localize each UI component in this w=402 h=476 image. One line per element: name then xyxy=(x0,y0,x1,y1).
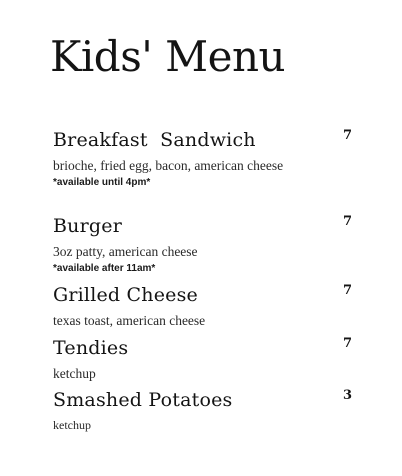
menu-title: Kids' Menu xyxy=(50,32,286,81)
item-availability-note: *available after 11am* xyxy=(53,263,156,274)
menu-item-grilled-cheese xyxy=(53,283,353,330)
item-price: 7 xyxy=(343,128,353,143)
item-price: 7 xyxy=(343,214,353,229)
item-description: 3oz patty, american cheese xyxy=(53,244,198,259)
item-price: 7 xyxy=(343,336,353,351)
item-description: ketchup xyxy=(53,418,91,432)
item-description: brioche, fried egg, bacon, american cheese xyxy=(53,158,284,173)
item-availability-note: *available until 4pm* xyxy=(53,177,151,188)
item-price: 7 xyxy=(343,283,353,298)
item-name: Burger xyxy=(53,215,122,237)
item-description: ketchup xyxy=(53,366,96,381)
menu-item-burger xyxy=(53,214,353,275)
menu-item-tendies xyxy=(53,336,353,383)
item-name: Tendies xyxy=(53,337,129,359)
item-price: 3 xyxy=(343,388,353,403)
item-name: Smashed Potatoes xyxy=(53,389,233,411)
item-name: Breakfast Sandwich xyxy=(53,129,256,151)
menu-item-smashed-potatoes xyxy=(53,388,353,435)
item-name: Grilled Cheese xyxy=(53,284,198,306)
menu-item-breakfast-sandwich xyxy=(53,128,353,189)
item-description: texas toast, american cheese xyxy=(53,313,206,328)
